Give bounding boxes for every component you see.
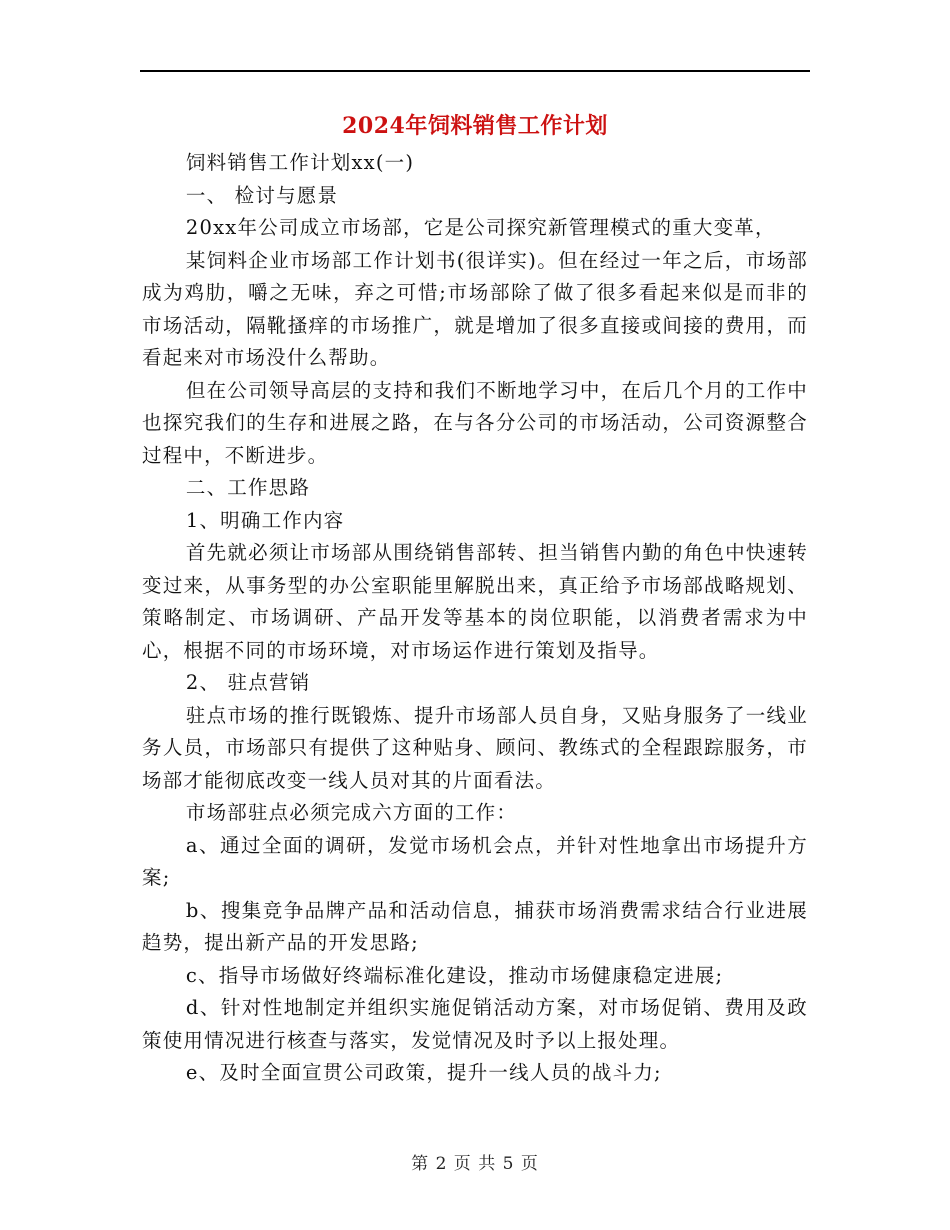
document-body (142, 147, 808, 1090)
paragraph: 首先就必须让市场部从围绕销售部转、担当销售内勤的角色中快速转变过来，从事务型的办公室职能里解脱出来，真正给予市场部战略规划、策略制定、市场调研、产品开发等基本的岗位职能，以消费者需求为中心，根据不同的市场环境，对市场运作进行策划及指导。 (142, 541, 808, 662)
document-title: 2024年饲料销售工作计划 (342, 113, 608, 139)
list-item: a、通过全面的调研，发觉市场机会点，并针对性地拿出市场提升方案; (142, 833, 808, 889)
subsection-heading: 2、 驻点营销 (185, 671, 311, 694)
section-heading: 一、 检讨与愿景 (185, 183, 339, 207)
subsection-heading: 1、明确工作内容 (185, 508, 345, 532)
list-item: b、搜集竞争品牌产品和活动信息，捕获市场消费需求结合行业进展趋势，提出新产品的开发思路; (142, 898, 808, 954)
paragraph: 市场部驻点必须完成六方面的工作： (185, 801, 518, 824)
list-item: d、针对性地制定并组织实施促销活动方案，对市场促销、费用及政策使用情况进行核查与落实，发觉情况及时予以上报处理。 (142, 996, 808, 1052)
header-rule (140, 70, 810, 72)
list-item: c、指导市场做好终端标准化建设，推动市场健康稳定进展; (185, 963, 724, 987)
list-item: e、及时全面宣贯公司政策，提升一线人员的战斗力; (185, 1061, 662, 1084)
page-number-footer: 第 2 页 共 5 页 (411, 1154, 539, 1174)
paragraph: 某饲料企业市场部工作计划书(很详实)。但在经过一年之后，市场部成为鸡肋，嚼之无味，弃之可惜;市场部除了做了很多看起来似是而非的市场活动，隔靴搔痒的市场推广，就是增加了很多直接或间接的费用，而看起来对市场没什么帮助。 (142, 248, 808, 369)
section-heading: 二、工作思路 (185, 476, 311, 499)
paragraph: 驻点市场的推行既锻炼、提升市场部人员自身，又贴身服务了一线业务人员，市场部只有提供了这种贴身、顾问、教练式的全程跟踪服务，市场部才能彻底改变一线人员对其的片面看法。 (142, 703, 808, 792)
paragraph: 饲料销售工作计划xx(一) (185, 151, 415, 174)
paragraph: 但在公司领导高层的支持和我们不断地学习中，在后几个月的工作中也探究我们的生存和进展之路，在与各分公司的市场活动，公司资源整合过程中，不断进步。 (142, 378, 808, 467)
paragraph: 20xx年公司成立市场部，它是公司探究新管理模式的重大变革， (185, 216, 776, 239)
